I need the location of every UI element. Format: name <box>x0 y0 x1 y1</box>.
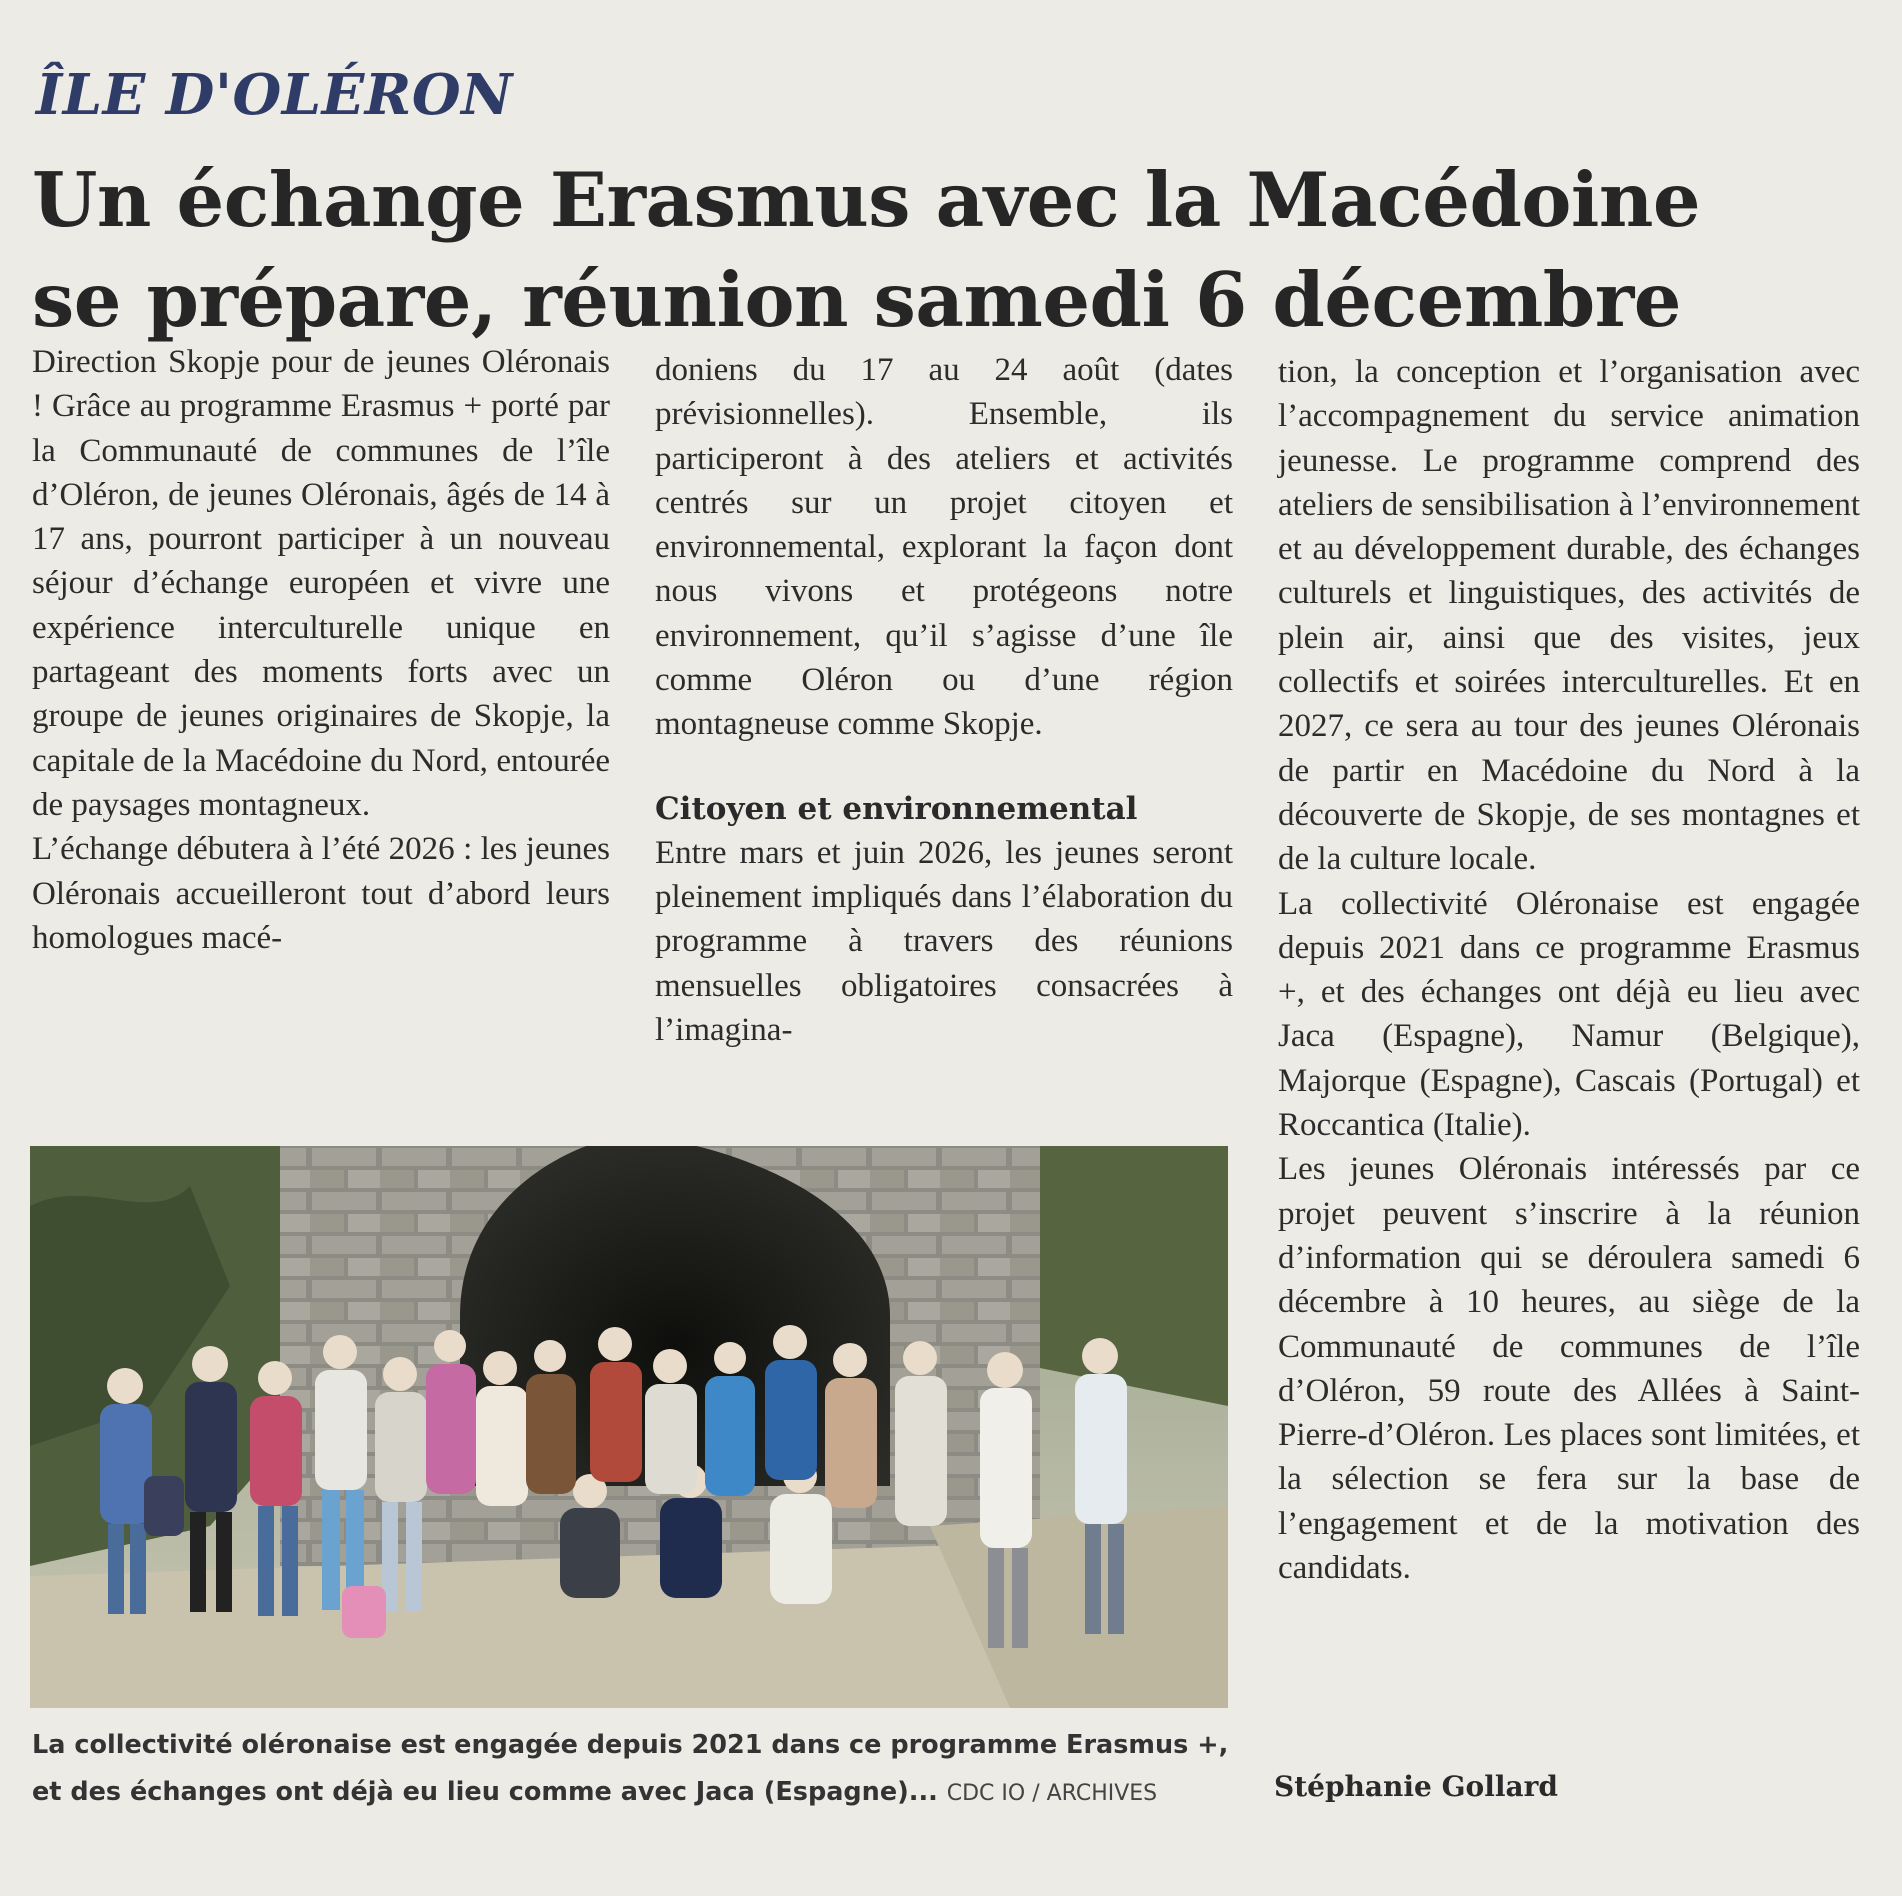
paragraph: L’échange débutera à l’été 2026 : les jeunes Oléronais accueilleront tout d’abord leurs homologues macé- <box>32 831 610 956</box>
headline <box>32 150 1872 350</box>
paragraph: tion, la conception et l’organisation avec l’accompagnement du service animation jeunesse. Le programme comprend des ateliers de sensibilisation à l’environnement et au développement durable, des échanges culturels et linguistiques, des activités de plein air, ainsi que des visites, jeux collectifs et soirées interculturelles. Et en 2027, ce sera au tour des jeunes Oléronais de partir en Macédoine du Nord à la découverte de Skopje, de ses montagnes et de la culture locale. <box>1278 354 1860 878</box>
intertitle: Citoyen et environnemental <box>655 790 1138 827</box>
article-column-3 <box>1278 350 1860 1590</box>
paragraph: Direction Skopje pour de jeunes Oléronais ! Grâce au programme Erasmus + porté par la Communauté de communes de l’île d’Oléron, de jeunes Oléronais, âgés de 14 à 17 ans, pourront participer à un nouveau séjour d’échange européen et vivre une expérience interculturelle unique en partageant des moments forts avec un groupe de jeunes originaires de Skopje, la capitale de la Macédoine du Nord, entourée de paysages montagneux. <box>32 344 610 823</box>
author-signature: Stéphanie Gollard <box>1274 1770 1558 1803</box>
group-photo <box>30 1146 1228 1708</box>
section-rubric: ÎLE D'OLÉRON <box>36 62 513 128</box>
photo-caption <box>32 1722 1229 1817</box>
caption-line-1: La collectivité oléronaise est engagée depuis 2021 dans ce programme Erasmus +, <box>32 1730 1229 1760</box>
headline-line-2: se prépare, réunion samedi 6 décembre <box>32 256 1681 344</box>
article-column-1 <box>32 340 610 960</box>
photo-credit: CDC IO / ARCHIVES <box>946 1781 1158 1806</box>
article-column-2 <box>655 348 1233 1052</box>
headline-line-1: Un échange Erasmus avec la Macédoine <box>32 156 1701 244</box>
paragraph: La collectivité Oléronaise est engagée depuis 2021 dans ce programme Erasmus +, et des échanges ont déjà eu lieu avec Jaca (Espagne), Namur (Belgique), Majorque (Espagne), Cascais (Portugal) et Roccantica (Italie). <box>1278 885 1860 1144</box>
paragraph: Entre mars et juin 2026, les jeunes seront pleinement impliqués dans l’élaboration du programme à travers des réunions mensuelles obligatoires consacrées à l’imagina- <box>655 834 1233 1048</box>
group-photo-illustration <box>30 1146 1228 1708</box>
caption-line-2: et des échanges ont déjà eu lieu comme avec Jaca (Espagne)... <box>32 1777 938 1807</box>
paragraph: Les jeunes Oléronais intéressés par ce projet peuvent s’inscrire à la réunion d’information qui se déroulera samedi 6 décembre à 10 heures, au siège de la Communauté de communes de l’île d’Oléron, 59 route des Allées à Saint-Pierre-d’Oléron. Les places sont limitées, et la sélection se fera sur la base de l’engagement et de la motivation des candidats. <box>1278 1151 1860 1587</box>
caption-line-2-wrapper <box>32 1769 1222 1817</box>
paragraph: doniens du 17 au 24 août (dates prévisionnelles). Ensemble, ils participeront à des ateliers et activités centrés sur un projet citoyen et environnemental, explorant la façon dont nous vivons et protégeons notre environnement, qu’il s’agisse d’une île comme Oléron ou d’une région montagneuse comme Skopje. <box>655 352 1233 743</box>
